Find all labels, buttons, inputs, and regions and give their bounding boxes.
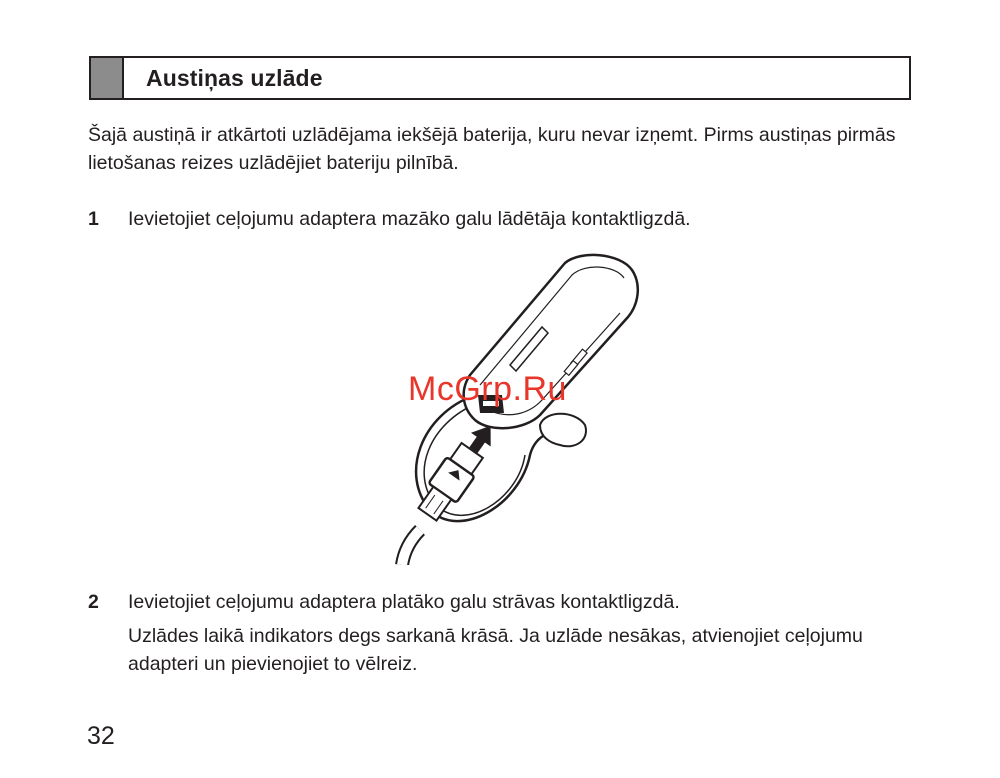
heading-marker	[91, 58, 124, 98]
step-number: 1	[88, 208, 99, 230]
intro-paragraph: Šajā austiņā ir atkārtoti uzlādējama iekšējā baterija, kuru nevar izņemt. Pirms austiņas pirmās lietošanas reizes uzlādējiet bateriju pilnībā.	[88, 124, 896, 174]
step-text: Ievietojiet ceļojumu adaptera platāko galu strāvas kontaktligzdā.	[128, 591, 680, 613]
step-number: 2	[88, 591, 99, 613]
ear-bud	[540, 414, 586, 447]
section-title: Austiņas uzlāde	[146, 64, 323, 91]
step-2-note: Uzlādes laikā indikators degs sarkanā krāsā. Ja uzlāde nesākas, atvienojiet ceļojumu adapteri un pievienojiet to vēlreiz.	[128, 625, 863, 675]
step-text: Ievietojiet ceļojumu adaptera mazāko galu lādētāja kontaktligzdā.	[128, 208, 691, 230]
section-heading	[89, 56, 911, 100]
watermark-text: McGrp.Ru	[408, 370, 567, 408]
page-number: 32	[87, 722, 115, 750]
